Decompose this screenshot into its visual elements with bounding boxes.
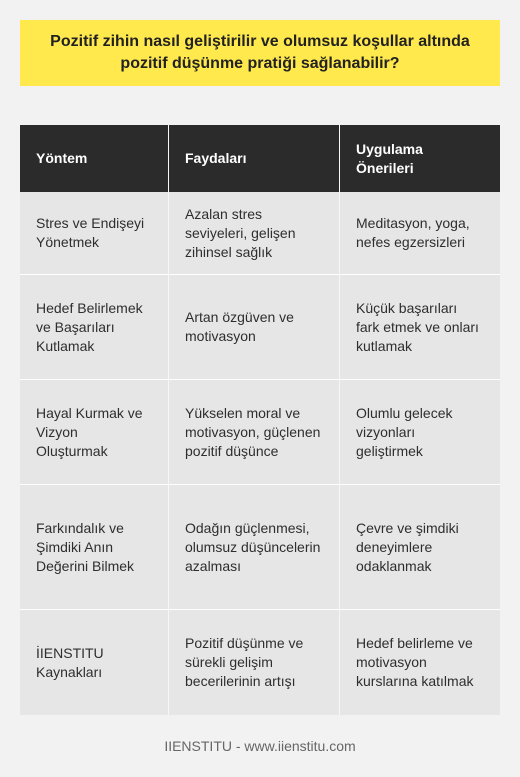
footer-credit: IIENSTITU - www.iienstitu.com <box>164 738 356 754</box>
cell-suggestions: Çevre ve şimdiki deneyimlere odaklanmak <box>339 485 500 610</box>
cell-benefits: Artan özgüven ve motivasyon <box>168 275 339 380</box>
cell-suggestions: Küçük başarıları fark etmek ve onları kutlamak <box>339 275 500 380</box>
cell-suggestions: Hedef belirleme ve motivasyon kurslarına katılmak <box>339 610 500 715</box>
table-header-row <box>20 125 500 192</box>
table-row <box>20 610 500 715</box>
cell-benefits: Yükselen moral ve motivasyon, güçlenen pozitif düşünce <box>168 380 339 485</box>
cell-method: Stres ve Endişeyi Yönetmek <box>20 192 168 275</box>
cell-benefits: Odağın güçlenmesi, olumsuz düşüncelerin azalması <box>168 485 339 610</box>
table-row <box>20 192 500 275</box>
cell-benefits: Azalan stres seviyeleri, gelişen zihinsel sağlık <box>168 192 339 275</box>
table-row <box>20 485 500 610</box>
cell-method: Hayal Kurmak ve Vizyon Oluşturmak <box>20 380 168 485</box>
header-benefits: Faydaları <box>168 125 339 192</box>
cell-benefits: Pozitif düşünme ve sürekli gelişim becerilerinin artışı <box>168 610 339 715</box>
header-suggestions: Uygulama Önerileri <box>339 125 500 192</box>
header-method: Yöntem <box>20 125 168 192</box>
cell-method: Hedef Belirlemek ve Başarıları Kutlamak <box>20 275 168 380</box>
cell-method: İIENSTITU Kaynakları <box>20 610 168 715</box>
cell-suggestions: Olumlu gelecek vizyonları geliştirmek <box>339 380 500 485</box>
table-row <box>20 380 500 485</box>
cell-suggestions: Meditasyon, yoga, nefes egzersizleri <box>339 192 500 275</box>
table-row <box>20 275 500 380</box>
page-title: Pozitif zihin nasıl geliştirilir ve olumsuz koşullar altında pozitif düşünme pratiği sağlanabilir? <box>50 33 470 72</box>
methods-table <box>20 125 500 715</box>
cell-method: Farkındalık ve Şimdiki Anın Değerini Bilmek <box>20 485 168 610</box>
title-banner <box>20 20 500 86</box>
